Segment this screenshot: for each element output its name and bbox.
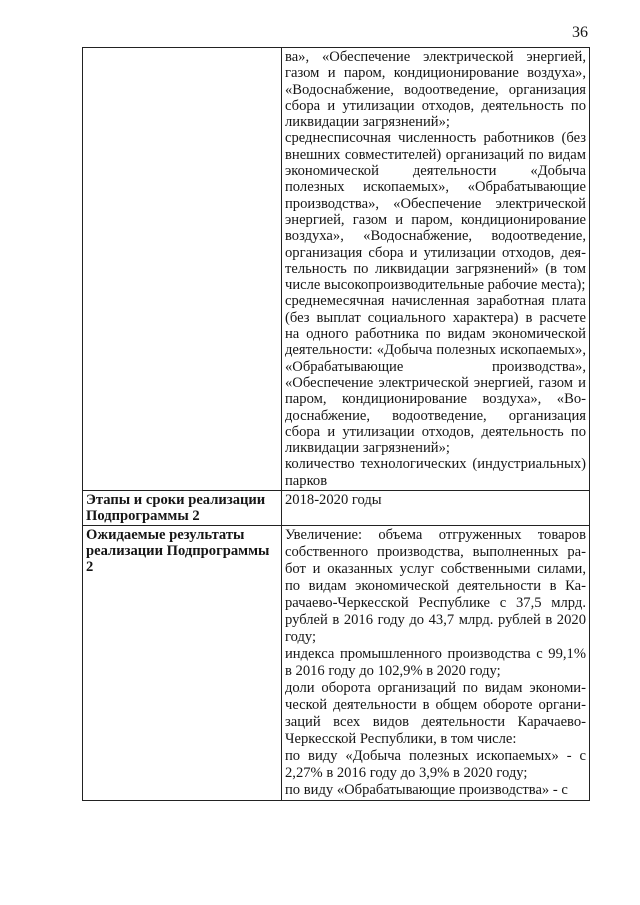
paragraph: ва», «Обеспечение электрической энергией, газом и паром, кондиционирование воздуха», «Водоснабжение, водоотведение, организация сбора и утилизации отходов, деятельность по ликвидации загрязнений»; — [285, 49, 586, 131]
paragraph: по виду «Обрабатывающие производства» - с — [285, 782, 568, 799]
paragraph: Увеличение: объема отгруженных товаров собственного производства, выполненных работ и оказанных услуг собственными силами, по видам экономической деятельности в Карачаево-Черкесской Республике с 37,5 млрд. рублей в 2016 году до 43,7 млрд. рублей в 2020 году; — [285, 527, 586, 646]
paragraph: среднесписочная численность работников (без внешних совместителей) организаций по видам экономической деятельности «Добыча полезных ископаемых», «Обрабатывающие производства», «Обеспечение электрической энергией, газом и паром, кондиционирование воздуха», «Водоснабжение, водоотведение, организация сбора и утилизации отходов, деятельность по ликвидации загрязнений» (в том числе высокопроизводительные рабочие места); — [285, 130, 586, 294]
paragraph: доли оборота организаций по видам экономической деятельности в общем обороте организаций всех видов деятельности Карачаево-Черкесской Республики, в том числе: — [285, 680, 586, 748]
table-row-stages — [83, 491, 590, 526]
paragraph: индекса промышленного производства с 99,1% в 2016 году до 102,9% в 2020 году; — [285, 646, 586, 680]
row-content — [282, 526, 590, 801]
row-label — [83, 48, 282, 491]
paragraph: по виду «Добыча полезных ископаемых» - с 2,27% в 2016 году до 3,9% в 2020 году; — [285, 748, 586, 782]
passport-table — [82, 47, 590, 801]
paragraph: количество технологических (индустриальных) парков — [285, 456, 586, 489]
table-row-indicators — [83, 48, 590, 491]
paragraph: среднемесячная начисленная заработная плата (без выплат социального характера) в расчете на одного работника по видам экономической деятельности: «Добыча полезных ископаемых», «Обрабатывающие производства», «Обеспечение электрической энергией, газом и паром, кондиционирование воздуха», «Водоснабжение, водоотведение, организация сбора и утилизации отходов, деятельность по ликвидации загрязнений»; — [285, 293, 586, 457]
row-label: Ожидаемые результаты реализации Подпрограммы 2 — [83, 526, 282, 801]
table-row-results — [83, 526, 590, 801]
row-content — [282, 48, 590, 491]
row-content — [282, 491, 590, 526]
row-label: Этапы и сроки реализации Подпрограммы 2 — [83, 491, 282, 526]
paragraph: 2018-2020 годы — [285, 492, 382, 509]
page-number: 36 — [572, 24, 588, 41]
